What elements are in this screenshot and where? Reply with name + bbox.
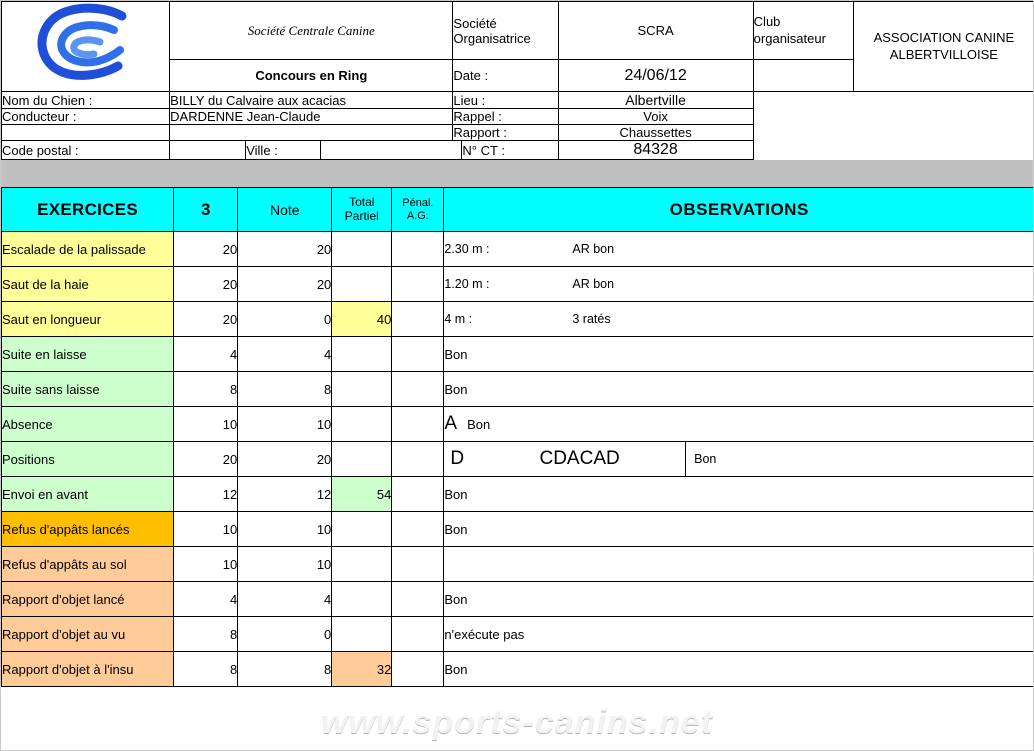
exercise-coef: 20 [174,302,238,337]
exercise-total: 40 [332,302,392,337]
observation-text: Bon [694,452,717,466]
header-blank-1 [753,92,1034,109]
exercise-name: Rapport d'objet à l'insu [2,652,174,687]
code-postal-value [170,141,246,160]
nom-du-chien-value: BILLY du Calvaire aux acacias [170,92,453,109]
exercise-coef: 20 [174,232,238,267]
scc-logo-icon [2,2,170,92]
lieu-value: Albertville [558,92,753,109]
table-row [2,337,1034,372]
exercise-name: Refus d'appâts au sol [2,547,174,582]
section-separator [1,160,1033,187]
observation-text: AR bon [572,277,615,291]
exercise-note: 8 [238,652,332,687]
exercise-name: Escalade de la palissade [2,232,174,267]
exercise-name: Rapport d'objet lancé [2,582,174,617]
col-header-penal-ag: Pénal. A.G. [392,188,444,232]
exercise-penal [392,617,444,652]
exercise-total [332,337,392,372]
position-letter: A [444,413,458,434]
positions-sequence: CDACAD [474,442,686,476]
exercise-total: 32 [332,652,392,687]
exercise-observation: Bon [444,372,1034,407]
col-header-observations: OBSERVATIONS [444,188,1034,232]
exercise-coef: 20 [174,267,238,302]
ct-value: 84328 [558,141,753,160]
exercise-observation [444,267,1034,302]
exercise-total [332,582,392,617]
exercise-coef: 10 [174,407,238,442]
exercise-note: 4 [238,337,332,372]
position-letter: D [450,448,465,469]
rapport-value: Chaussettes [558,125,753,141]
header-blank-4 [753,141,1034,160]
blank-value-row [170,125,453,141]
exercise-note: 10 [238,547,332,582]
societe-organisatrice-value: SCRA [558,2,753,60]
ct-label: N° CT : [462,141,558,160]
exercise-note: 0 [238,617,332,652]
exercise-name: Saut en longueur [2,302,174,337]
exercise-penal [392,582,444,617]
exercise-name: Positions [2,442,174,477]
table-row [2,372,1034,407]
exercise-note: 20 [238,267,332,302]
exercise-note: 20 [238,232,332,267]
table-row [2,267,1034,302]
lieu-label: Lieu : [453,92,558,109]
exercise-name: Saut de la haie [2,267,174,302]
exercise-penal [392,267,444,302]
date-value: 24/06/12 [558,60,753,92]
rapport-label: Rapport : [453,125,558,141]
table-row [2,512,1034,547]
exercise-observation [444,547,1034,582]
table-row [2,407,1034,442]
exercise-note: 12 [238,477,332,512]
exercise-total [332,617,392,652]
exercise-observation [444,442,1034,477]
rappel-label: Rappel : [453,109,558,125]
table-row [2,477,1034,512]
observation-text: Bon [467,416,491,432]
exercise-note: 20 [238,442,332,477]
exercise-note: 10 [238,407,332,442]
exercise-observation [444,302,1034,337]
rappel-value: Voix [558,109,753,125]
table-row [2,302,1034,337]
col-header-categorie: 3 [174,188,238,232]
exercise-name: Rapport d'objet au vu [2,617,174,652]
exercises-table-header-row [2,188,1034,232]
table-row [2,232,1034,267]
exercise-penal [392,302,444,337]
exercise-total [332,372,392,407]
exercise-penal [392,372,444,407]
blank-label-row [2,125,170,141]
exercise-observation: Bon [444,337,1034,372]
exercise-note: 8 [238,372,332,407]
exercise-total [332,442,392,477]
date-label: Date : [453,60,558,92]
exercises-table [1,187,1034,687]
exercise-coef: 8 [174,617,238,652]
exercise-coef: 4 [174,582,238,617]
exercise-observation: Bon [444,582,1034,617]
exercise-penal [392,477,444,512]
conducteur-label: Conducteur : [2,109,170,125]
exercise-name: Refus d'appâts lancés [2,512,174,547]
exercise-penal [392,512,444,547]
col-header-note: Note [238,188,332,232]
exercise-coef: 10 [174,547,238,582]
exercise-penal [392,337,444,372]
header-block [1,1,1034,160]
table-row [2,617,1034,652]
ville-label: Ville : [246,141,321,160]
exercise-penal [392,652,444,687]
exercise-total: 54 [332,477,392,512]
club-organisateur-value: ASSOCIATION CANINE ALBERTVILLOISE [853,2,1034,92]
exercise-note: 0 [238,302,332,337]
header-blank-2 [753,109,1034,125]
exercise-penal [392,442,444,477]
club-organisateur-label-spacer [753,60,853,92]
exercise-total [332,407,392,442]
exercise-penal [392,232,444,267]
exercise-coef: 20 [174,442,238,477]
exercise-name: Suite sans laisse [2,372,174,407]
table-row [2,582,1034,617]
exercise-total [332,512,392,547]
conducteur-value: DARDENNE Jean-Claude [170,109,453,125]
observation-measure: 1.20 m : [444,277,490,291]
scc-title: Société Centrale Canine [170,2,453,60]
col-header-exercices: EXERCICES [2,188,174,232]
exercise-observation: Bon [444,512,1034,547]
exercise-observation: Bon [444,652,1034,687]
exercise-coef: 8 [174,652,238,687]
observation-text: 3 ratés [572,312,611,326]
exercise-coef: 10 [174,512,238,547]
exercise-observation: Bon [444,477,1034,512]
exercise-total [332,232,392,267]
observation-text: AR bon [572,242,615,256]
concours-title: Concours en Ring [170,60,453,92]
table-row [2,652,1034,687]
exercise-total [332,267,392,302]
ville-value [321,141,462,160]
observation-measure: 4 m : [444,312,473,326]
exercise-note: 4 [238,582,332,617]
header-blank-3 [753,125,1034,141]
exercise-coef: 8 [174,372,238,407]
exercise-observation: n'exécute pas [444,617,1034,652]
club-organisateur-label: Club organisateur [753,2,853,60]
exercise-coef: 4 [174,337,238,372]
col-header-total-partiel: Total Partiel [332,188,392,232]
exercise-name: Absence [2,407,174,442]
observation-measure: 2.30 m : [444,242,490,256]
exercise-observation [444,407,1034,442]
exercise-name: Suite en laisse [2,337,174,372]
site-watermark: www.sports-canins.net [321,703,713,741]
societe-organisatrice-label: Société Organisatrice [453,2,558,60]
header-table [1,1,1034,160]
exercise-penal [392,547,444,582]
exercise-name: Envoi en avant [2,477,174,512]
exercise-note: 10 [238,512,332,547]
exercise-coef: 12 [174,477,238,512]
table-row [2,442,1034,477]
code-postal-label: Code postal : [2,141,170,160]
exercise-observation [444,232,1034,267]
exercise-total [332,547,392,582]
nom-du-chien-label: Nom du Chien : [2,92,170,109]
table-row [2,547,1034,582]
exercise-penal [392,407,444,442]
